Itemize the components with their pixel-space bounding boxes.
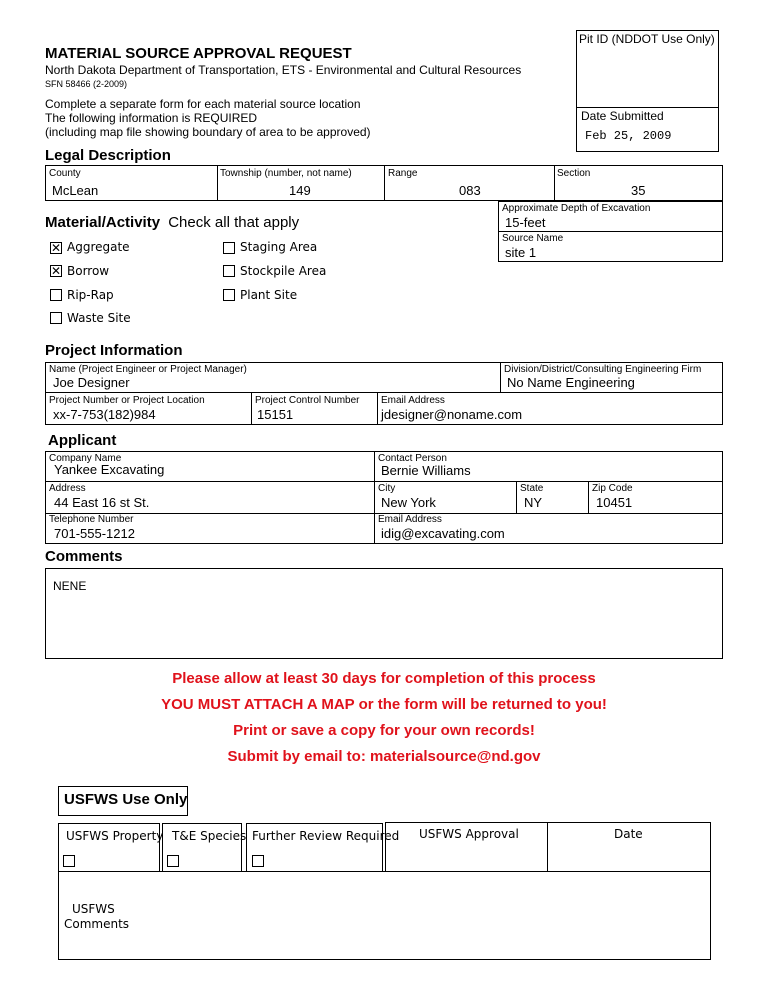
- company-label: Company Name: [49, 453, 122, 464]
- source-label: Source Name: [502, 233, 564, 244]
- usfws-property-checkbox[interactable]: [63, 855, 75, 867]
- state-field[interactable]: NY: [524, 495, 543, 510]
- usfws-comments-field[interactable]: [58, 871, 711, 960]
- form-subtitle: North Dakota Department of Transportation, ETS - Environmental and Cultural Resources: [45, 63, 522, 77]
- stockpile-area-label: Stockpile Area: [240, 264, 327, 278]
- notice-print-copy: Print or save a copy for your own records!: [233, 722, 535, 739]
- county-field[interactable]: McLean: [52, 183, 99, 198]
- comments-field[interactable]: [45, 568, 723, 659]
- aggregate-label: Aggregate: [67, 240, 130, 254]
- source-field[interactable]: site 1: [505, 245, 537, 260]
- depth-field[interactable]: 15-feet: [505, 215, 546, 230]
- section-field[interactable]: 35: [631, 183, 646, 198]
- instruction-line-3: (including map file showing boundary of area to be approved): [45, 125, 371, 139]
- material-heading-title: Material/Activity: [45, 214, 161, 231]
- project-name-field[interactable]: Joe Designer: [53, 375, 130, 390]
- borrow-label: Borrow: [67, 264, 110, 278]
- notice-submit-email: Submit by email to: materialsource@nd.gov: [227, 748, 541, 765]
- city-field[interactable]: New York: [381, 495, 436, 510]
- instruction-line-2: The following information is REQUIRED: [45, 111, 258, 125]
- instruction-line-1: Complete a separate form for each material source location: [45, 97, 361, 111]
- depth-label: Approximate Depth of Excavation: [502, 203, 651, 214]
- contact-label: Contact Person: [378, 453, 447, 464]
- notice-30-days: Please allow at least 30 days for completion of this process: [172, 670, 596, 687]
- date-submitted-label: Date Submitted: [581, 109, 664, 123]
- waste-site-checkbox[interactable]: [50, 312, 62, 324]
- riprap-label: Rip-Rap: [67, 288, 114, 302]
- comments-value: NENE: [53, 579, 87, 593]
- legal-heading: Legal Description: [45, 147, 171, 164]
- usfws-comments-label-2: Comments: [64, 917, 130, 931]
- plant-site-label: Plant Site: [240, 288, 298, 302]
- project-name-label: Name (Project Engineer or Project Manager): [49, 364, 247, 375]
- project-email-field[interactable]: jdesigner@noname.com: [381, 407, 523, 422]
- control-number-label: Project Control Number: [255, 395, 360, 406]
- project-email-label: Email Address: [381, 395, 445, 406]
- usfws-date-label: Date: [614, 827, 643, 841]
- address-label: Address: [49, 483, 86, 494]
- plant-site-checkbox[interactable]: [223, 289, 235, 301]
- usfws-comments-label-1: USFWS: [72, 902, 115, 916]
- range-field[interactable]: 083: [459, 183, 481, 198]
- date-submitted-value: Feb 25, 2009: [585, 129, 672, 143]
- phone-label: Telephone Number: [49, 514, 134, 525]
- form-number: SFN 58466 (2-2009): [45, 79, 128, 89]
- comments-heading: Comments: [45, 548, 123, 565]
- staging-area-checkbox[interactable]: [223, 242, 235, 254]
- material-heading-note: Check all that apply: [168, 214, 300, 231]
- form-title: MATERIAL SOURCE APPROVAL REQUEST: [45, 45, 352, 62]
- range-label: Range: [388, 168, 418, 179]
- applicant-heading: Applicant: [48, 432, 117, 449]
- city-label: City: [378, 483, 396, 494]
- project-number-label: Project Number or Project Location: [49, 395, 205, 406]
- applicant-email-field[interactable]: idig@excavating.com: [381, 526, 505, 541]
- zip-field[interactable]: 10451: [596, 495, 633, 510]
- notice-attach-map: YOU MUST ATTACH A MAP or the form will be returned to you!: [161, 696, 607, 713]
- pit-id-label: Pit ID (NDDOT Use Only): [579, 32, 715, 46]
- company-field[interactable]: Yankee Excavating: [54, 462, 165, 477]
- applicant-email-label: Email Address: [378, 514, 442, 525]
- phone-field[interactable]: 701-555-1212: [54, 526, 135, 541]
- section-label: Section: [557, 168, 591, 179]
- state-label: State: [520, 483, 544, 494]
- township-field[interactable]: 149: [289, 183, 311, 198]
- usfws-approval-label: USFWS Approval: [419, 827, 519, 841]
- further-review-label: Further Review Required: [252, 829, 400, 843]
- control-number-field[interactable]: 15151: [257, 407, 294, 422]
- further-review-checkbox[interactable]: [252, 855, 264, 867]
- firm-label: Division/District/Consulting Engineering Firm: [504, 364, 702, 375]
- address-field[interactable]: 44 East 16 st St.: [54, 495, 150, 510]
- staging-area-label: Staging Area: [240, 240, 318, 254]
- stockpile-area-checkbox[interactable]: [223, 265, 235, 277]
- aggregate-checkbox[interactable]: ✕: [51, 241, 62, 255]
- project-heading: Project Information: [45, 342, 183, 359]
- material-heading: [45, 214, 299, 231]
- project-number-field[interactable]: xx-7-753(182)984: [53, 407, 156, 422]
- zip-label: Zip Code: [592, 483, 633, 494]
- usfws-property-label: USFWS Property: [66, 829, 164, 843]
- township-label: Township (number, not name): [220, 168, 352, 179]
- county-label: County: [49, 168, 81, 179]
- firm-field[interactable]: No Name Engineering: [507, 375, 635, 390]
- usfws-heading: USFWS Use Only: [64, 791, 188, 808]
- borrow-checkbox[interactable]: ✕: [51, 264, 62, 278]
- te-species-label: T&E Species: [172, 829, 247, 843]
- contact-field[interactable]: Bernie Williams: [381, 463, 471, 478]
- riprap-checkbox[interactable]: [50, 289, 62, 301]
- waste-site-label: Waste Site: [67, 311, 131, 325]
- te-species-checkbox[interactable]: [167, 855, 179, 867]
